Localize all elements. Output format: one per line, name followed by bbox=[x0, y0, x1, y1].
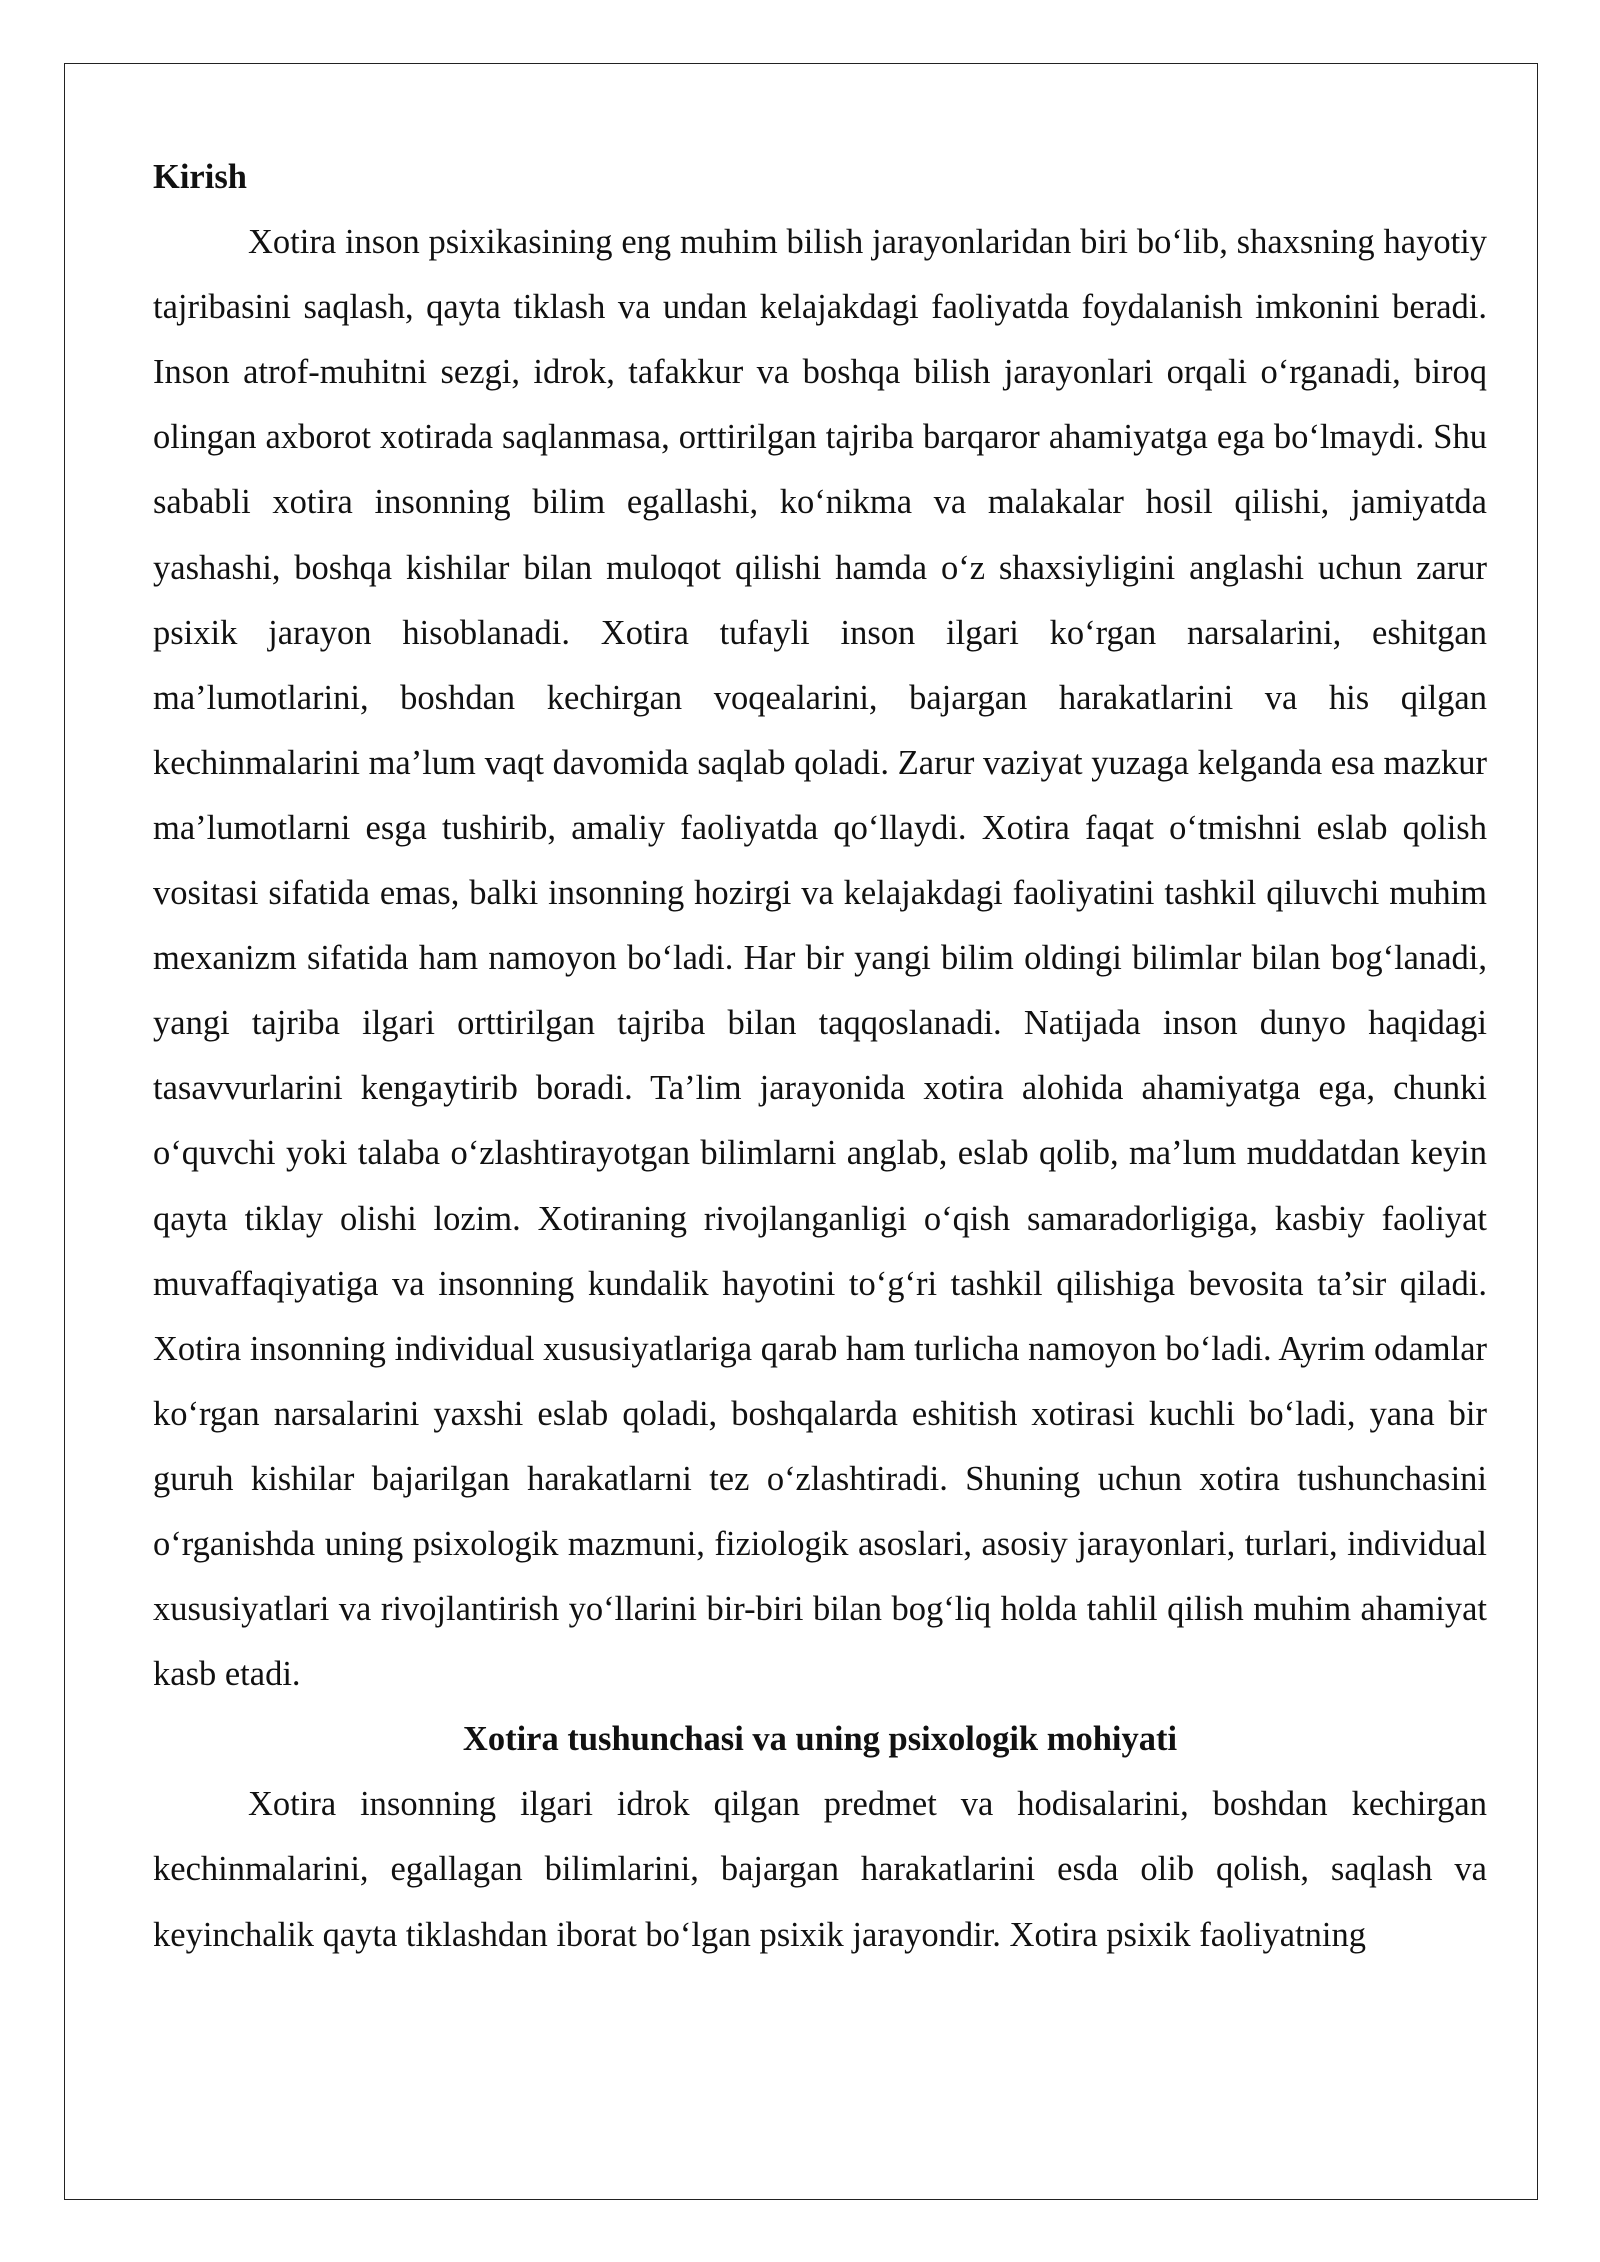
document-body bbox=[153, 145, 1487, 1968]
section-heading: Xotira tushunchasi va uning psixologik mohiyati bbox=[462, 1720, 1178, 1759]
intro-paragraph: Xotira inson psixikasining eng muhim bilish jarayonlaridan biri bo‘lib, shaxsning hayotiy tajribasini saqlash, qayta tiklash va undan kelajakdagi faoliyatda foydalanish imkonini beradi. Inson atrof-muhitni sezgi, idrok, tafakkur va boshqa bilish jarayonlari orqali o‘rganadi, biroq olingan axborot xotirada saqlanmasa, orttirilgan tajriba barqaror ahamiyatga ega bo‘lmaydi. Shu sababli xotira insonning bilim egallashi, ko‘nikma va malakalar hosil qilishi, jamiyatda yashashi, boshqa kishilar bilan muloqot qilishi hamda o‘z shaxsiyligini anglashi uchun zarur psixik jarayon hisoblanadi. Xotira tufayli inson ilgari ko‘rgan narsalarini, eshitgan ma’lumotlarini, boshdan kechirgan voqealarini, bajargan harakatlarini va his qilgan kechinmalarini ma’lum vaqt davomida saqlab qoladi. Zarur vaziyat yuzaga kelganda esa mazkur ma’lumotlarni esga tushirib, amaliy faoliyatda qo‘llaydi. Xotira faqat o‘tmishni eslab qolish vositasi sifatida emas, balki insonning hozirgi va kelajakdagi faoliyatini tashkil qiluvchi muhim mexanizm sifatida ham namoyon bo‘ladi. Har bir yangi bilim oldingi bilimlar bilan bog‘lanadi, yangi tajriba ilgari orttirilgan tajriba bilan taqqoslanadi. Natijada inson dunyo haqidagi tasavvurlarini kengaytirib boradi. Ta’lim jarayonida xotira alohida ahamiyatga ega, chunki o‘quvchi yoki talaba o‘zlashtirayotgan bilimlarni anglab, eslab qolib, ma’lum muddatdan keyin qayta tiklay olishi lozim. Xotiraning rivojlanganligi o‘qish samaradorligiga, kasbiy faoliyat muvaffaqiyatiga va insonning kundalik hayotini to‘g‘ri tashkil qilishiga bevosita ta’sir qiladi. Xotira insonning individual xususiyatlariga qarab ham turlicha namoyon bo‘ladi. Ayrim odamlar ko‘rgan narsalarini yaxshi eslab qoladi, boshqalarda eshitish xotirasi kuchli bo‘ladi, yana bir guruh kishilar bajarilgan harakatlarni tez o‘zlashtiradi. Shuning uchun xotira tushunchasini o‘rganishda uning psixologik mazmuni, fiziologik asoslari, asosiy jarayonlari, turlari, individual xususiyatlari va rivojlantirish yo‘llarini bir-biri bilan bog‘liq holda tahlil qilish muhim ahamiyat kasb etadi. bbox=[153, 223, 1487, 1694]
section-paragraph: Xotira insonning ilgari idrok qilgan predmet va hodisalarini, boshdan kechirgan kechinmalarini, egallagan bilimlarini, bajargan harakatlarini esda olib qolish, saqlash va keyinchalik qayta tiklashdan iborat bo‘lgan psixik jarayondir. Xotira psixik faoliyatning bbox=[153, 1785, 1487, 1954]
intro-heading: Kirish bbox=[153, 158, 247, 196]
